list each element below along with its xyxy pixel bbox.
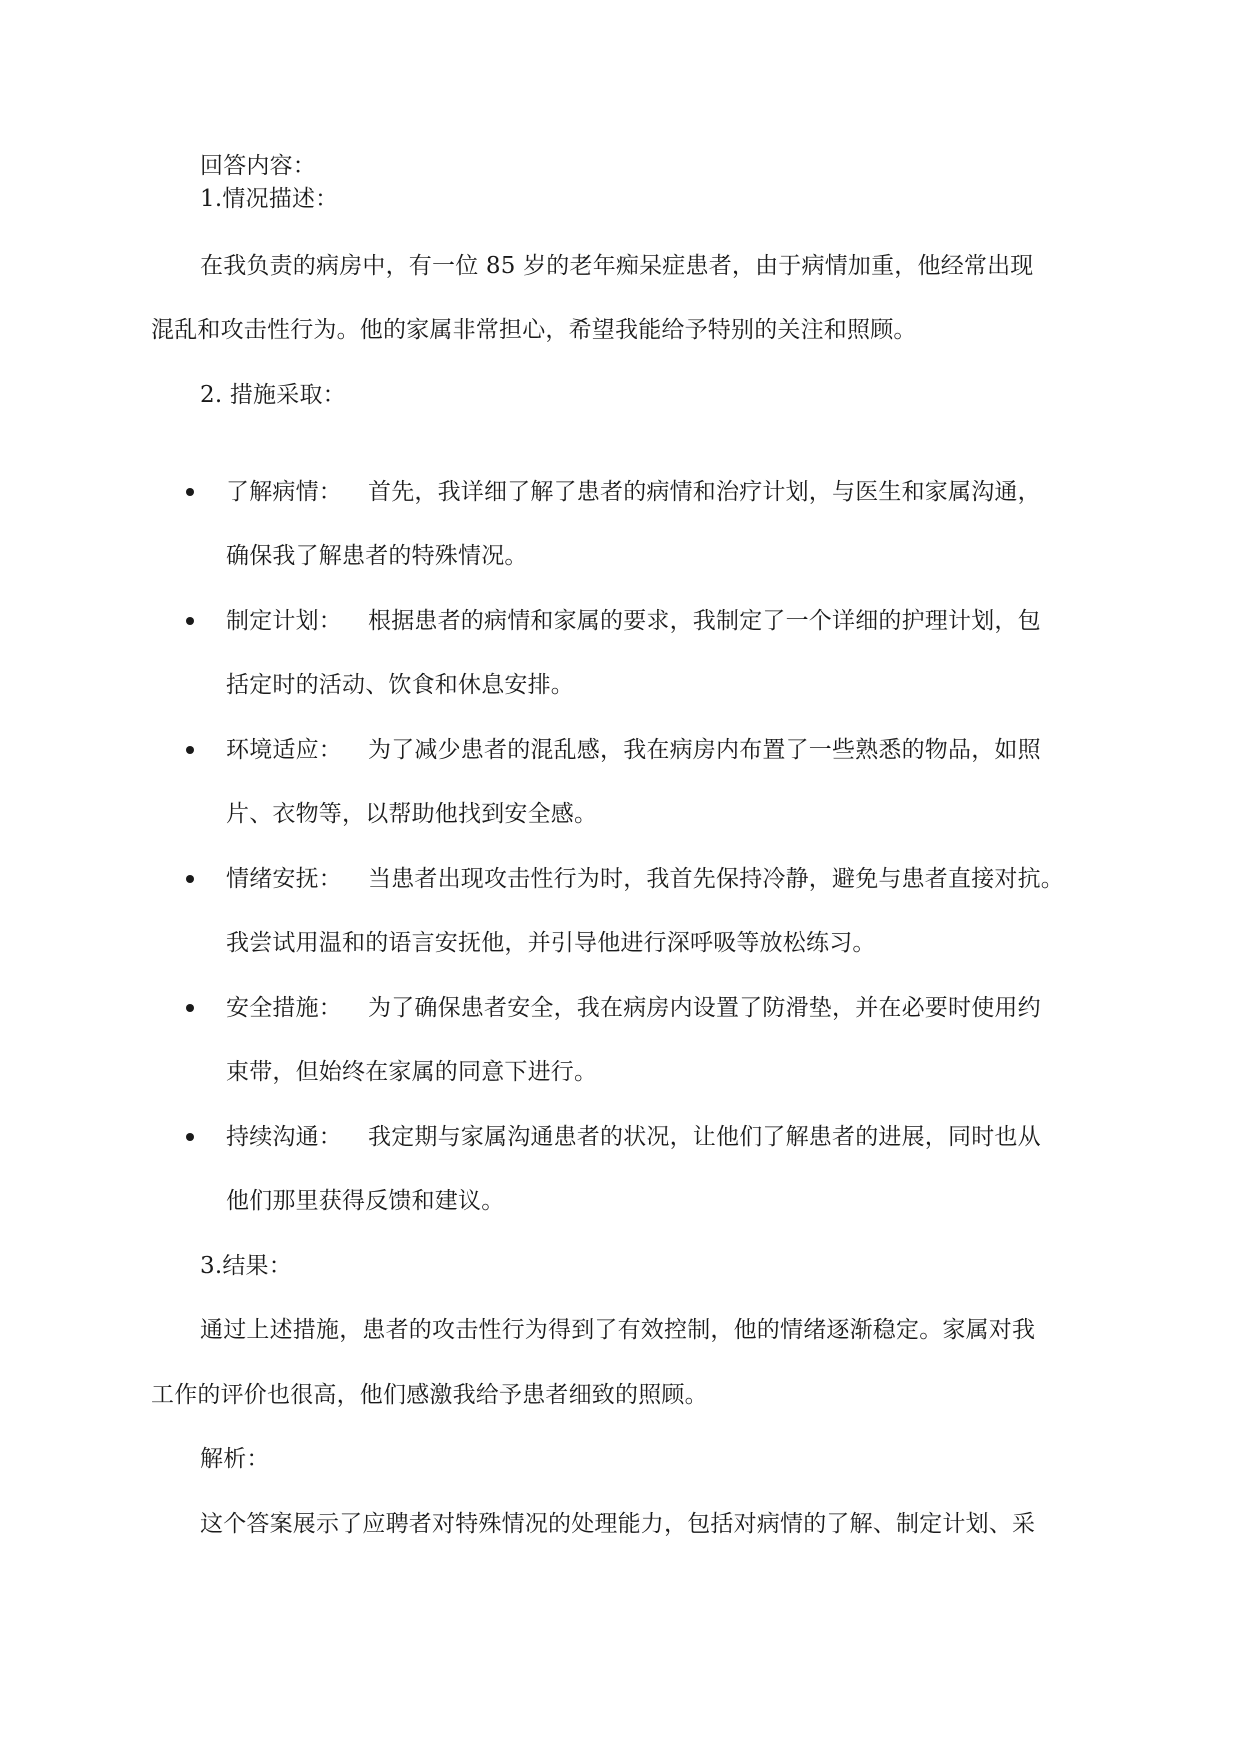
bullet-icon [186,488,194,496]
result-line-2: 工作的评价也很高，他们感激我给予患者细致的照顾。 [151,1382,708,1408]
analysis-line-1: 这个答案展示了应聘者对特殊情况的处理能力，包括对病情的了解、制定计划、采 [200,1511,1036,1537]
measure-item-text: 当患者出现攻击性行为时，我首先保持冷静，避免与患者直接对抗。 [368,866,1064,892]
measure-item-6-line-2: 他们那里获得反馈和建议。 [226,1188,505,1214]
measure-item-label: 了解病情： [226,479,342,505]
measure-item-4-line-2: 我尝试用温和的语言安抚他，并引导他进行深呼吸等放松练习。 [226,930,876,956]
situation-line-2: 混乱和攻击性行为。他的家属非常担心，希望我能给予特别的关注和照顾。 [151,317,917,343]
measure-item-2-line-2: 括定时的活动、饮食和休息安排。 [226,672,574,698]
measure-item-text: 首先，我详细了解了患者的病情和治疗计划，与医生和家属沟通， [368,479,1041,505]
measure-item-label: 环境适应： [226,737,342,763]
measure-item-label: 情绪安抚： [226,866,342,892]
measure-item-6-line-1 [226,1122,1041,1152]
measure-item-1-line-2: 确保我了解患者的特殊情况。 [226,543,528,569]
bullet-icon [186,875,194,883]
analysis-heading: 解析： [200,1446,270,1472]
measure-item-label: 安全措施： [226,995,342,1021]
bullet-icon [186,617,194,625]
measure-item-text: 为了减少患者的混乱感，我在病房内布置了一些熟悉的物品，如照 [368,737,1041,763]
measure-item-5-line-2: 束带，但始终在家属的同意下进行。 [226,1059,598,1085]
measure-item-3-line-1 [226,735,1041,765]
measure-item-text: 根据患者的病情和家属的要求，我制定了一个详细的护理计划，包 [368,608,1041,634]
measure-item-3-line-2: 片、衣物等，以帮助他找到安全感。 [226,801,598,827]
measure-item-text: 我定期与家属沟通患者的状况，让他们了解患者的进展，同时也从 [368,1124,1041,1150]
measure-item-4-line-1 [226,864,1064,894]
measure-item-label: 持续沟通： [226,1124,342,1150]
measure-item-2-line-1 [226,606,1041,636]
measure-item-5-line-1 [226,993,1041,1023]
bullet-icon [186,1004,194,1012]
situation-line-1: 在我负责的病房中，有一位 85 岁的老年痴呆症患者，由于病情加重，他经常出现 [200,253,1034,279]
result-heading: 3.结果： [200,1253,292,1279]
situation-heading: 1.情况描述： [200,186,339,212]
answer-heading: 回答内容： [200,153,316,179]
measure-item-label: 制定计划： [226,608,342,634]
measure-item-1-line-1 [226,477,1041,507]
bullet-icon [186,1133,194,1141]
bullet-icon [186,746,194,754]
result-line-1: 通过上述措施，患者的攻击性行为得到了有效控制，他的情绪逐渐稳定。家属对我 [200,1317,1036,1343]
measure-item-text: 为了确保患者安全，我在病房内设置了防滑垫，并在必要时使用约 [368,995,1041,1021]
measures-heading: 2. 措施采取： [200,382,346,408]
